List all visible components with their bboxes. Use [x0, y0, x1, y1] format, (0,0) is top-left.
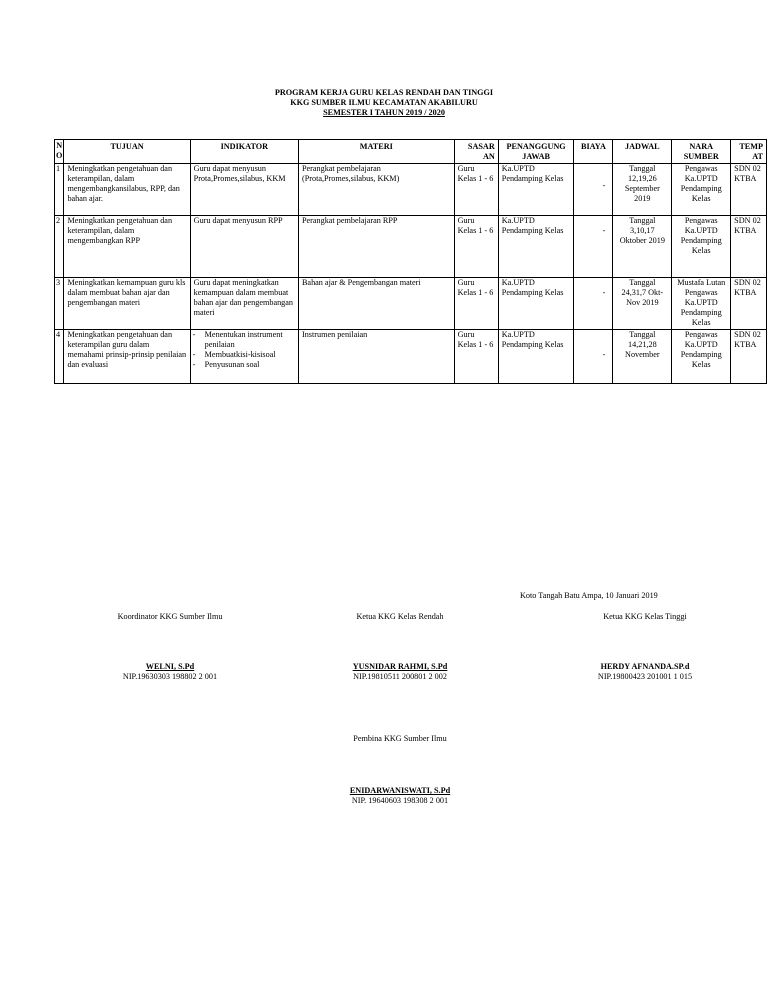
- col-header-materi: MATERI: [298, 140, 454, 164]
- cell-tujuan: Meningkatkan kemampuan guru kls dalam membuat bahan ajar dan pengembangan materi: [64, 278, 190, 330]
- cell-biaya: [574, 216, 613, 278]
- koordinator-nip: NIP.19630303 198802 2 001: [122, 672, 218, 681]
- cell-no: 2: [55, 216, 64, 278]
- koordinator-role: Koordinator KKG Sumber Ilmu: [117, 612, 223, 621]
- doc-title-line-3: SEMESTER I TAHUN 2019 / 2020: [323, 108, 445, 117]
- cell-nara-sumber: Pengawas Ka.UPTD Pendamping Kelas: [672, 330, 731, 384]
- table-row: [55, 278, 767, 330]
- table-row: [55, 330, 767, 384]
- cell-penanggung-jawab: Ka.UPTD Pendamping Kelas: [498, 278, 574, 330]
- col-header-indikator: INDIKATOR: [190, 140, 298, 164]
- cell-materi: Perangkat pembelajaran (Prota,Promes,silabus, KKM): [298, 164, 454, 216]
- biaya-value: -: [602, 180, 606, 190]
- cell-no: 3: [55, 278, 64, 330]
- cell-biaya: [574, 278, 613, 330]
- table-row: [55, 164, 767, 216]
- table-row: [55, 216, 767, 278]
- cell-materi: Perangkat pembelajaran RPP: [298, 216, 454, 278]
- cell-biaya: [574, 164, 613, 216]
- cell-jadwal: Tanggal 3,10,17 Oktober 2019: [613, 216, 672, 278]
- koordinator-name: WELNI, S.Pd: [145, 662, 195, 671]
- ketua-rendah-nip: NIP.19810511 200801 2 002: [353, 672, 447, 681]
- ketua-tinggi-role: Ketua KKG Kelas Tinggi: [603, 612, 687, 621]
- list-item: - Membuatkisi-kisisoal: [193, 350, 295, 360]
- cell-tempat: SDN 02 KTBA: [731, 278, 767, 330]
- table-header-row: [55, 140, 767, 164]
- col-header-nara-sumber: NARA SUMBER: [672, 140, 731, 164]
- pembina-name: ENIDARWANISWATI, S.Pd: [349, 786, 451, 795]
- col-header-sasaran: SASAR AN: [454, 140, 498, 164]
- pembina-nip: NIP. 19640603 198308 2 001: [351, 796, 449, 805]
- cell-tempat: SDN 02 KTBA: [731, 216, 767, 278]
- cell-tempat: SDN 02 KTBA: [731, 164, 767, 216]
- col-header-tujuan: TUJUAN: [64, 140, 190, 164]
- col-header-jadwal: JADWAL: [613, 140, 672, 164]
- doc-title-line-1: PROGRAM KERJA GURU KELAS RENDAH DAN TINGGI: [274, 88, 494, 97]
- ketua-rendah-name: YUSNIDAR RAHMI, S.Pd: [352, 662, 448, 671]
- cell-indikator: Guru dapat menyusun Prota,Promes,silabus, KKM: [190, 164, 298, 216]
- cell-penanggung-jawab: Ka.UPTD Pendamping Kelas: [498, 216, 574, 278]
- cell-penanggung-jawab: Ka.UPTD Pendamping Kelas: [498, 164, 574, 216]
- cell-no: 1: [55, 164, 64, 216]
- cell-materi: Instrumen penilaian: [298, 330, 454, 384]
- col-header-penanggung-jawab: PENANGGUNG JAWAB: [498, 140, 574, 164]
- cell-jadwal: Tanggal 14,21,28 November: [613, 330, 672, 384]
- col-header-no: N O: [55, 140, 64, 164]
- cell-tujuan: Meningkatkan pengetahuan dan keterampilan guru dalam memahami prinsip-prinsip penilaian dan evaluasi: [64, 330, 190, 384]
- cell-nara-sumber: Pengawas Ka.UPTD Pendamping Kelas: [672, 164, 731, 216]
- cell-indikator: Guru dapat meningkatkan kemampuan dalam membuat bahan ajar dan pengembangan materi: [190, 278, 298, 330]
- col-header-biaya: BIAYA: [574, 140, 613, 164]
- ketua-tinggi-name: HERDY AFNANDA.SP.d: [600, 662, 690, 671]
- cell-materi: Bahan ajar & Pengembangan materi: [298, 278, 454, 330]
- list-item: - Menentukan instrument penilaian: [193, 330, 295, 350]
- cell-nara-sumber: Pengawas Ka.UPTD Pendamping Kelas: [672, 216, 731, 278]
- list-item: - Penyusunan soal: [193, 360, 295, 370]
- biaya-value: -: [602, 288, 606, 297]
- cell-sasaran: Guru Kelas 1 - 6: [454, 330, 498, 384]
- col-header-tempat: TEMP AT: [731, 140, 767, 164]
- cell-indikator: [190, 330, 298, 384]
- doc-title-line-2: KKG SUMBER ILMU KECAMATAN AKABILURU: [290, 98, 478, 107]
- indikator-list: [193, 330, 295, 370]
- ketua-rendah-role: Ketua KKG Kelas Rendah: [356, 612, 444, 621]
- ketua-tinggi-nip: NIP.19800423 201001 1 015: [597, 672, 693, 681]
- biaya-value: -: [602, 350, 606, 359]
- biaya-value: -: [602, 226, 606, 235]
- cell-jadwal: Tanggal 12,19,26 September 2019: [613, 164, 672, 216]
- pembina-role: Pembina KKG Sumber Ilmu: [353, 734, 447, 743]
- cell-tujuan: Meningkatkan pengetahuan dan keterampilan, dalam mengembangkan RPP: [64, 216, 190, 278]
- cell-indikator: Guru dapat menyusun RPP: [190, 216, 298, 278]
- cell-tempat: SDN 02 KTBA: [731, 330, 767, 384]
- cell-nara-sumber: Mustafa Lutan Pengawas Ka.UPTD Pendamping Kelas: [672, 278, 731, 330]
- cell-sasaran: Guru Kelas 1 - 6: [454, 216, 498, 278]
- cell-penanggung-jawab: Ka.UPTD Pendamping Kelas: [498, 330, 574, 384]
- cell-sasaran: Guru Kelas 1 - 6: [454, 164, 498, 216]
- place-date: Koto Tangah Batu Ampa, 10 Januari 2019: [520, 591, 658, 600]
- cell-tujuan: Meningkatkan pengetahuan dan keterampilan, dalam mengembangkansilabus, RPP, dan bahan ajar.: [64, 164, 190, 216]
- cell-biaya: [574, 330, 613, 384]
- cell-jadwal: Tanggal 24,31,7 Okt-Nov 2019: [613, 278, 672, 330]
- cell-no: 4: [55, 330, 64, 384]
- cell-sasaran: Guru Kelas 1 - 6: [454, 278, 498, 330]
- program-table: [54, 139, 767, 384]
